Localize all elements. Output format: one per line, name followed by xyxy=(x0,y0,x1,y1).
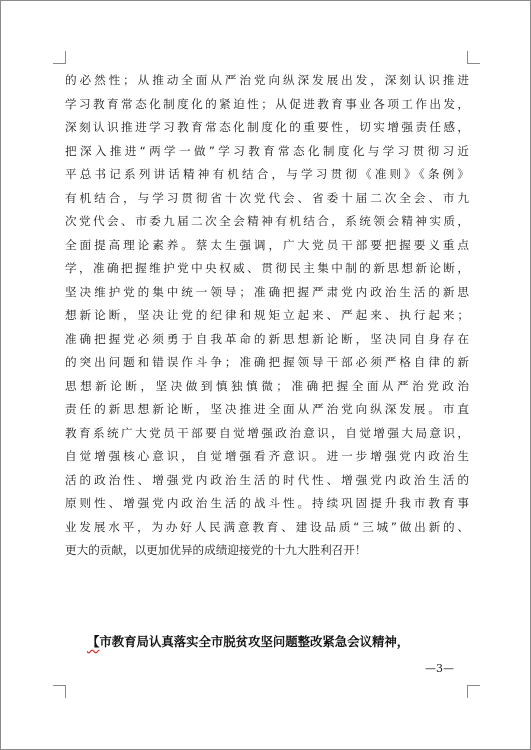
crop-mark-top-left xyxy=(53,51,66,64)
heading-bracket: 【 xyxy=(87,634,100,649)
body-line: 有机结合，与学习贯彻省十次党代会、省委十届二次全会、市九 xyxy=(65,190,469,205)
body-line: 把深入推进“两学一做”学习教育常态化制度化与学习贯彻习近 xyxy=(65,143,469,158)
body-line: 平总书记系列讲话精神有机结合，与学习贯彻《准则》《条例》 xyxy=(65,167,469,181)
body-line: 学，准确把握维护党中央权威、贯彻民主集中制的新思想新论断， xyxy=(65,261,469,275)
crop-mark-bottom-left xyxy=(53,685,66,698)
body-line: 活的政治性、增强党内政治生活的时代性、增强党内政治生活的 xyxy=(65,472,469,487)
body-line: 思想新论断，坚决做到慎独慎微；准确把握全面从严治党政治 xyxy=(65,378,469,393)
body-line: 坚决维护党的集中统一领导；准确把握严肃党内政治生活的新思 xyxy=(65,284,469,299)
body-line: 教育系统广大党员干部要自觉增强政治意识，自觉增强大局意识， xyxy=(65,425,469,440)
crop-mark-top-right xyxy=(467,51,480,64)
body-line: 更大的贡献，以更加优异的成绩迎接党的十九大胜利召开！ xyxy=(65,543,367,557)
body-line: 深刻认识推进学习教育常态化制度化的重要性，切实增强责任感， xyxy=(65,120,469,134)
body-line: 的突出问题和错误作斗争；准确把握领导干部必须严格自律的新 xyxy=(65,355,469,369)
body-line: 学习教育常态化制度化的紧迫性；从促进教育事业各项工作出发， xyxy=(65,96,469,111)
body-line: 责任的新思想新论断，坚决推进全面从严治党向纵深发展。市直 xyxy=(65,402,469,416)
heading-text: 市教育局认真落实全市脱贫攻坚问题整改紧急会议精神， xyxy=(99,634,410,649)
body-line: 次党代会、市委九届二次全会精神有机结合，系统领会精神实质， xyxy=(65,214,469,228)
body-line: 准确把握党必须勇于自我革命的新思想新论断，坚决同自身存在 xyxy=(65,331,469,346)
body-paragraph xyxy=(65,69,469,563)
body-line: 全面提高理论素养。蔡太生强调，广大党员干部要把握要义重点 xyxy=(65,237,469,252)
body-line: 想新论断，坚决让党的纪律和规矩立起来、严起来、执行起来； xyxy=(65,308,469,322)
crop-mark-bottom-right xyxy=(467,685,480,698)
section-heading xyxy=(87,630,477,654)
body-line: 自觉增强核心意识，自觉增强看齐意识。进一步增强党内政治生 xyxy=(65,449,469,463)
page-number: —3— xyxy=(425,662,454,675)
body-line: 原则性、增强党内政治生活的战斗性。持续巩固提升我市教育事 xyxy=(65,496,469,510)
body-line: 的必然性；从推动全面从严治党向纵深发展出发，深刻认识推进 xyxy=(65,73,469,87)
body-line: 业发展水平，为办好人民满意教育、建设品质“三城”做出新的、 xyxy=(65,519,469,534)
